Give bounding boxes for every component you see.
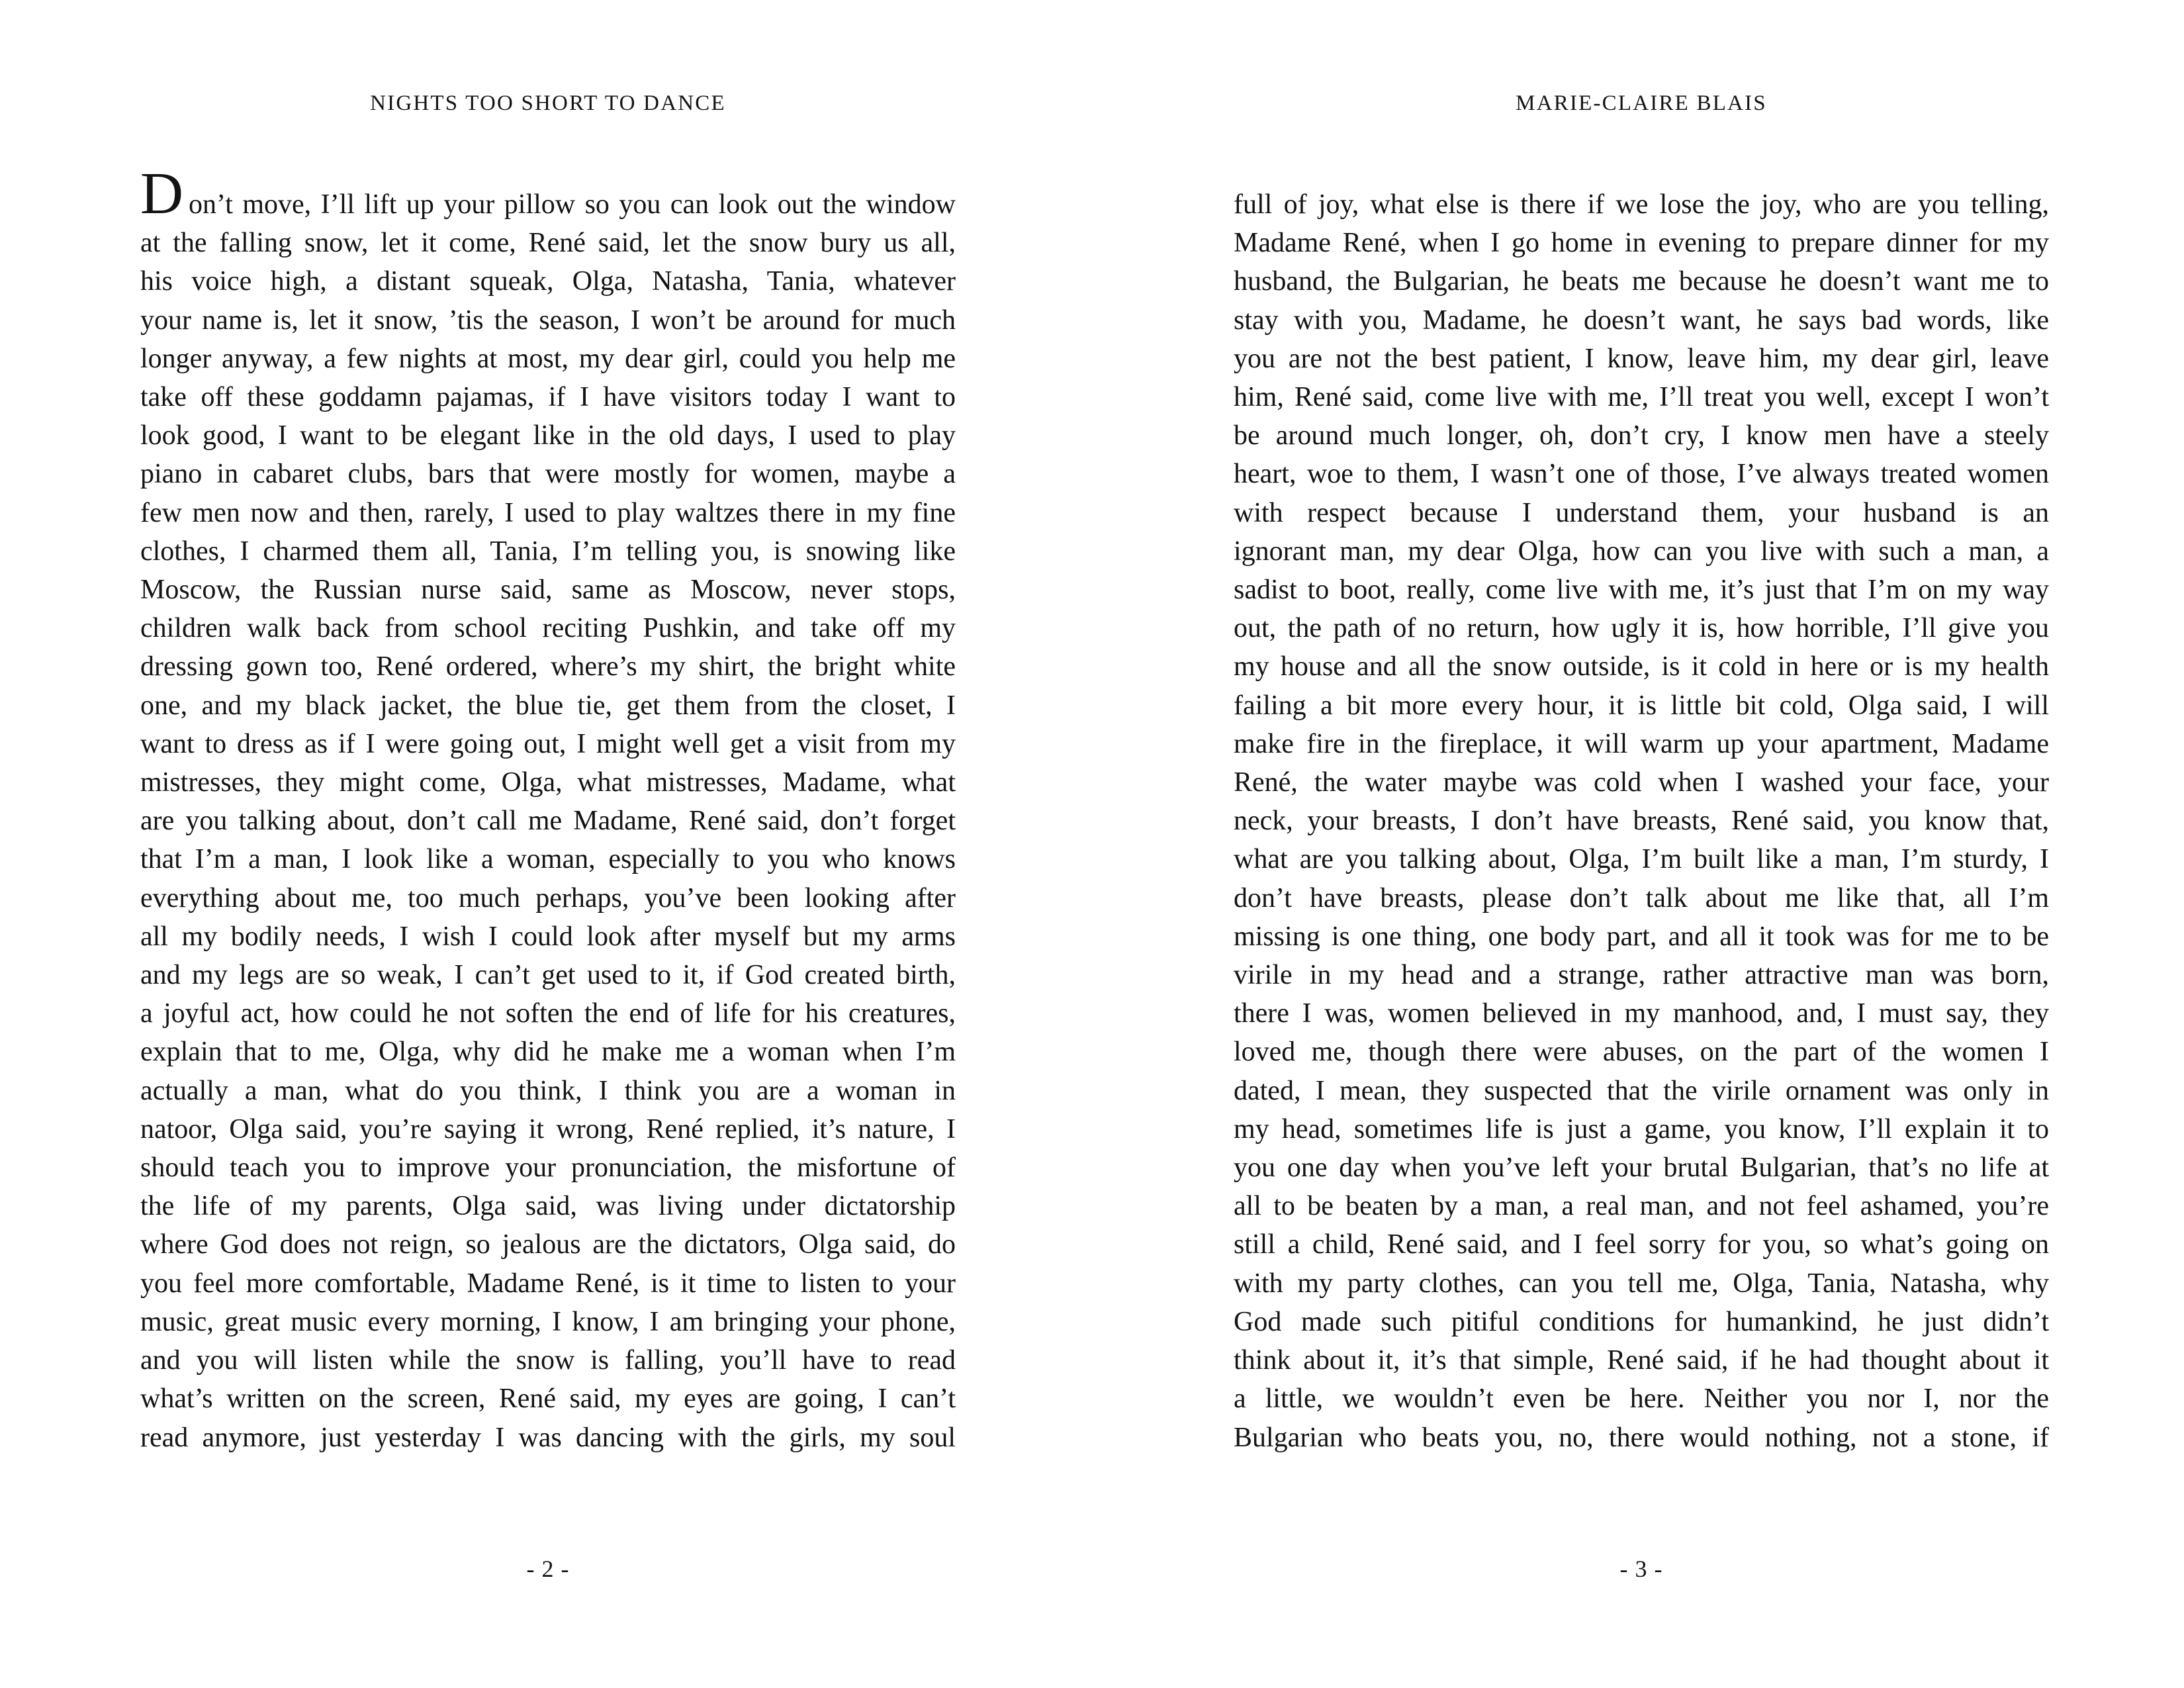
text-line: all my bodily needs, I wish I could look after myself but my arms [140, 921, 956, 952]
text-line: Don’t move, I’ll lift up your pillow so you can look out the window [140, 161, 956, 226]
text-line: ignorant man, my dear Olga, how can you live with such a man, a [1234, 536, 2049, 567]
text-block-left [140, 161, 956, 1457]
text-line: that I’m a man, I look like a woman, especially to you who knows [140, 844, 956, 875]
text-line: don’t have breasts, please don’t talk about me like that, all I’m [1234, 882, 2049, 914]
page-left [140, 0, 956, 1688]
text-line: read anymore, just yesterday I was dancing with the girls, my soul [140, 1422, 956, 1453]
text-line: and you will listen while the snow is falling, you’ll have to read [140, 1345, 956, 1376]
running-head-book-title: NIGHTS TOO SHORT TO DANCE [370, 91, 726, 115]
text-line: Moscow, the Russian nurse said, same as Moscow, never stops, [140, 575, 956, 606]
text-line: a little, we wouldn’t even be here. Neither you nor I, nor the [1234, 1383, 2049, 1415]
text-line: want to dress as if I were going out, I might well get a visit from my [140, 728, 956, 759]
page-number-left: - 2 - [526, 1556, 570, 1582]
text-line: failing a bit more every hour, it is little bit cold, Olga said, I will [1234, 690, 2049, 721]
text-line: mistresses, they might come, Olga, what mistresses, Madame, what [140, 767, 956, 798]
text-line: my head, sometimes life is just a game, you know, I’ll explain it to [1234, 1113, 2049, 1145]
text-line: still a child, René said, and I feel sorry for you, so what’s going on [1234, 1229, 2049, 1260]
text-line: dated, I mean, they suspected that the virile ornament was only in [1234, 1075, 2049, 1106]
running-head-author-name: MARIE-CLAIRE BLAIS [1516, 91, 1767, 115]
text-line: with my party clothes, can you tell me, Olga, Tania, Natasha, why [1234, 1268, 2049, 1299]
text-line: natoor, Olga said, you’re saying it wrong, René replied, it’s nature, I [140, 1113, 956, 1145]
drop-cap-initial: D [140, 161, 183, 226]
text-line: out, the path of no return, how ugly it is, how horrible, I’ll give you [1234, 613, 2049, 644]
page-number-right: - 3 - [1619, 1556, 1663, 1582]
text-line: actually a man, what do you think, I think you are a woman in [140, 1075, 956, 1106]
text-line: and my legs are so weak, I can’t get used to it, if God created birth, [140, 960, 956, 991]
text-line: few men now and then, rarely, I used to play waltzes there in my fine [140, 497, 956, 528]
text-line: God made such pitiful conditions for humankind, he just didn’t [1234, 1306, 2049, 1337]
text-line: take off these goddamn pajamas, if I have visitors today I want to [140, 382, 956, 413]
text-line: there I was, women believed in my manhood, and, I must say, they [1234, 998, 2049, 1029]
text-line: everything about me, too much perhaps, you’ve been looking after [140, 882, 956, 914]
text-line: stay with you, Madame, he doesn’t want, he says bad words, like [1234, 305, 2049, 336]
text-line: heart, woe to them, I wasn’t one of those, I’ve always treated women [1234, 459, 2049, 490]
text-line: think about it, it’s that simple, René said, if he had thought about it [1234, 1345, 2049, 1376]
text-line: Madame René, when I go home in evening to prepare dinner for my [1234, 228, 2049, 259]
text-line: be around much longer, oh, don’t cry, I know men have a steely [1234, 420, 2049, 451]
text-line: piano in cabaret clubs, bars that were mostly for women, maybe a [140, 459, 956, 490]
text-line: are you talking about, don’t call me Madame, René said, don’t forget [140, 806, 956, 837]
text-line: make fire in the fireplace, it will warm up your apartment, Madame [1234, 728, 2049, 759]
text-line: at the falling snow, let it come, René said, let the snow bury us all, [140, 228, 956, 259]
text-line: explain that to me, Olga, why did he make me a woman when I’m [140, 1037, 956, 1068]
text-line: my house and all the snow outside, is it cold in here or is my health [1234, 651, 2049, 682]
text-line: virile in my head and a strange, rather attractive man was born, [1234, 960, 2049, 991]
text-line: dressing gown too, René ordered, where’s my shirt, the bright white [140, 651, 956, 682]
text-line: a joyful act, how could he not soften the end of life for his creatures, [140, 998, 956, 1029]
text-line: you one day when you’ve left your brutal Bulgarian, that’s no life at [1234, 1152, 2049, 1184]
text-line: you feel more comfortable, Madame René, is it time to listen to your [140, 1268, 956, 1299]
text-line: one, and my black jacket, the blue tie, get them from the closet, I [140, 690, 956, 721]
text-line: his voice high, a distant squeak, Olga, Natasha, Tania, whatever [140, 266, 956, 297]
text-line: you are not the best patient, I know, leave him, my dear girl, leave [1234, 343, 2049, 374]
text-line: Bulgarian who beats you, no, there would nothing, not a stone, if [1234, 1422, 2049, 1453]
text-line: René, the water maybe was cold when I washed your face, your [1234, 767, 2049, 798]
text-line: him, René said, come live with me, I’ll treat you well, except I won’t [1234, 382, 2049, 413]
text-line: all to be beaten by a man, a real man, and not feel ashamed, you’re [1234, 1191, 2049, 1222]
text-line: missing is one thing, one body part, and all it took was for me to be [1234, 921, 2049, 952]
text-line: loved me, though there were abuses, on the part of the women I [1234, 1037, 2049, 1068]
text-line: full of joy, what else is there if we lose the joy, who are you telling, [1234, 189, 2049, 220]
text-line: sadist to boot, really, come live with me, it’s just that I’m on my way [1234, 575, 2049, 606]
text-line: what’s written on the screen, René said, my eyes are going, I can’t [140, 1383, 956, 1415]
text-line: where God does not reign, so jealous are the dictators, Olga said, do [140, 1229, 956, 1260]
text-line: clothes, I charmed them all, Tania, I’m telling you, is snowing like [140, 536, 956, 567]
text-line: children walk back from school reciting Pushkin, and take off my [140, 613, 956, 644]
text-line: your name is, let it snow, ’tis the season, I won’t be around for much [140, 305, 956, 336]
text-line: music, great music every morning, I know, I am bringing your phone, [140, 1306, 956, 1337]
text-line: the life of my parents, Olga said, was living under dictatorship [140, 1191, 956, 1222]
text-line: with respect because I understand them, your husband is an [1234, 497, 2049, 528]
text-line: neck, your breasts, I don’t have breasts, René said, you know that, [1234, 806, 2049, 837]
text-line: what are you talking about, Olga, I’m built like a man, I’m sturdy, I [1234, 844, 2049, 875]
text-line: look good, I want to be elegant like in the old days, I used to play [140, 420, 956, 451]
text-line: longer anyway, a few nights at most, my dear girl, could you help me [140, 343, 956, 374]
text-line: should teach you to improve your pronunciation, the misfortune of [140, 1152, 956, 1184]
text-line: husband, the Bulgarian, he beats me because he doesn’t want me to [1234, 266, 2049, 297]
text-block-right [1234, 185, 2049, 1457]
page-right [1234, 0, 2049, 1688]
